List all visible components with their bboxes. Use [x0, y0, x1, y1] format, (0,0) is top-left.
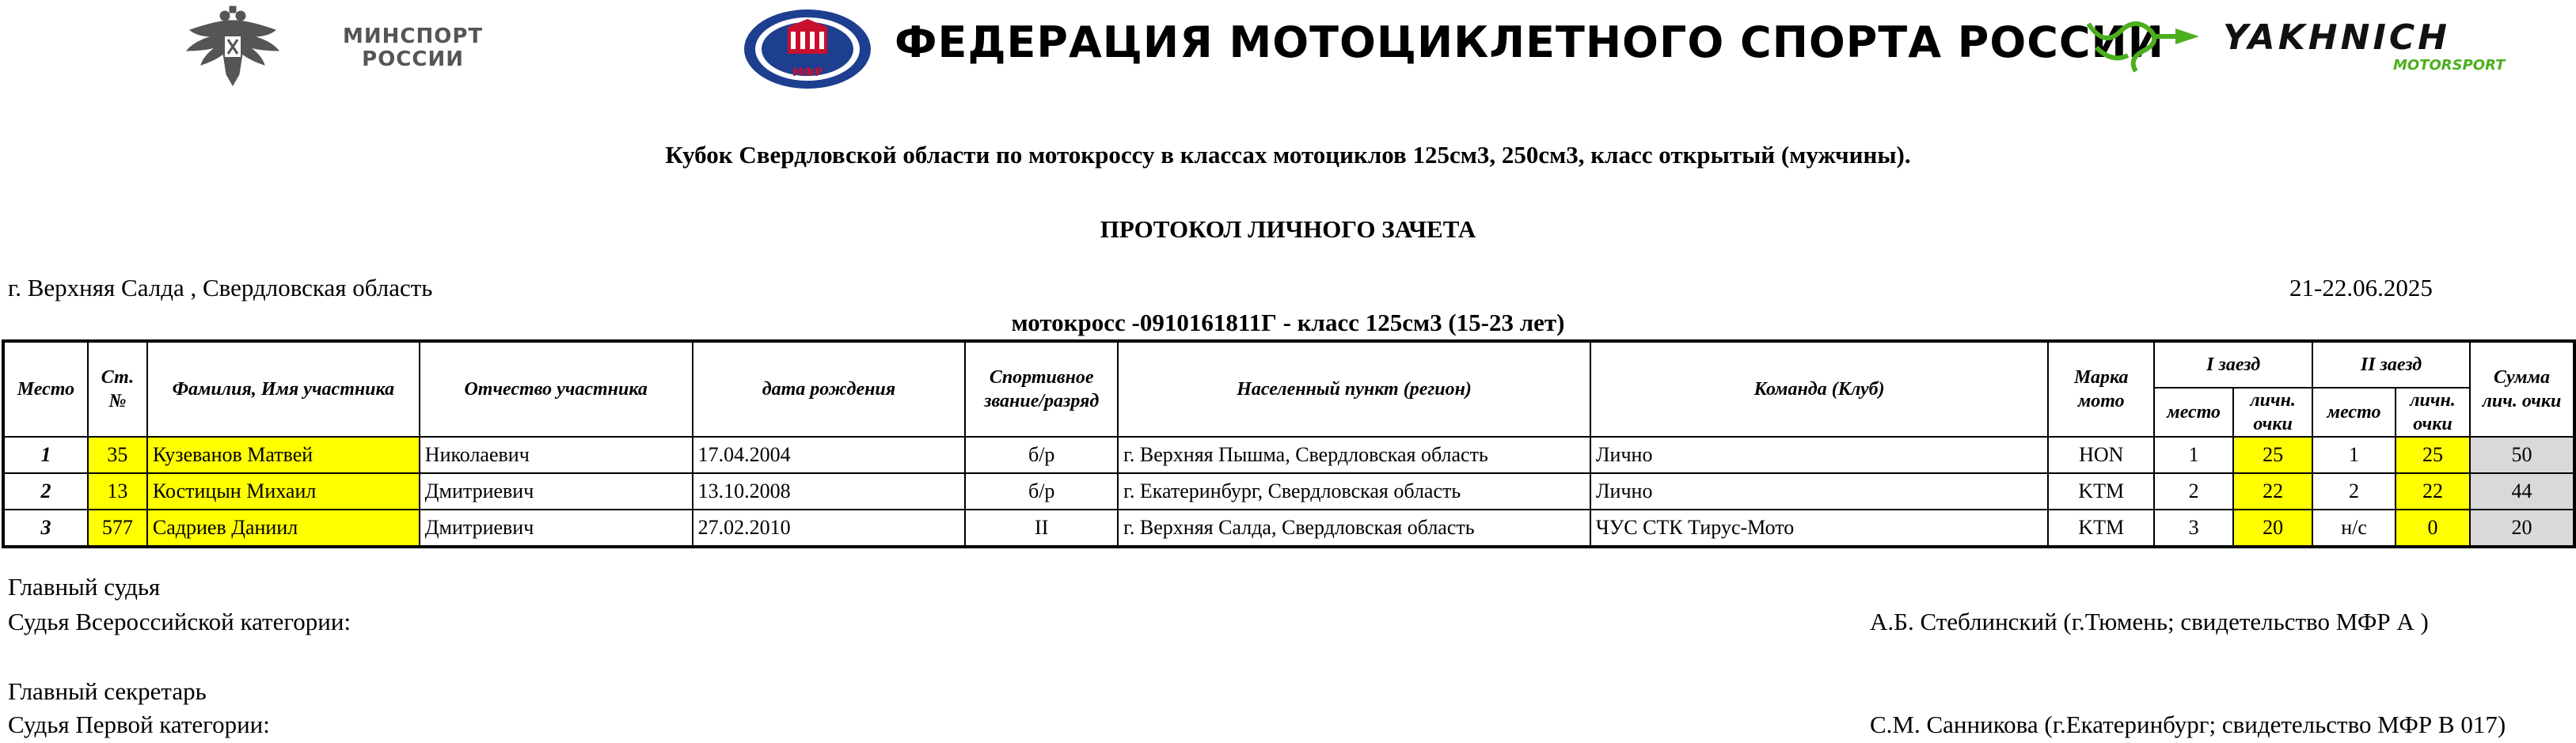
cell-team: ЧУС СТК Тирус-Мото — [1590, 510, 2048, 547]
cell-heat-1-place: 1 — [2154, 437, 2233, 473]
chief-judge-category: Судья Всероссийской категории: — [8, 608, 351, 635]
cell-rank: б/р — [965, 473, 1118, 510]
cell-place: 2 — [3, 473, 88, 510]
cell-start-no: 35 — [88, 437, 147, 473]
cell-total: 50 — [2470, 437, 2574, 473]
cell-moto: KTM — [2048, 473, 2154, 510]
cell-heat-1-place: 2 — [2154, 473, 2233, 510]
sponsor-sub: MOTORSPORT — [2393, 57, 2506, 74]
header-patronymic: Отчество участника — [420, 341, 693, 437]
cell-team: Лично — [1590, 437, 2048, 473]
mfr-abbrev: МФР — [792, 66, 823, 79]
cell-name: Кузеванов Матвей — [147, 437, 420, 473]
cell-heat-1-points: 25 — [2233, 437, 2312, 473]
cell-heat-2-place: 1 — [2312, 437, 2396, 473]
cell-heat-2-place: н/с — [2312, 510, 2396, 547]
cell-heat-2-points: 25 — [2396, 437, 2470, 473]
cell-city: г. Верхняя Пышма, Свердловская область — [1118, 437, 1590, 473]
header-heat-1: I заезд — [2154, 341, 2312, 388]
table-row — [3, 510, 2574, 547]
cup-title: Кубок Свердловской области по мотокроссу в классах мотоциклов 125см3, 250см3, класс открытый (мужчины). — [665, 141, 1911, 169]
minsport-line-2: РОССИИ — [362, 47, 464, 71]
secretary-category: Судья Первой категории: — [8, 711, 270, 738]
federation-title: ФЕДЕРАЦИЯ МОТОЦИКЛЕТНОГО СПОРТА РОССИИ — [895, 17, 2164, 67]
cell-birth: 27.02.2010 — [693, 510, 966, 547]
chief-judge-role: Главный судья — [8, 573, 161, 601]
minsport-logo — [180, 5, 513, 90]
cell-moto: KTM — [2048, 510, 2154, 547]
table-row — [3, 437, 2574, 473]
header-heat-1-points: личн. очки — [2233, 388, 2312, 437]
mfr-logo — [740, 8, 875, 90]
table-row — [3, 473, 2574, 510]
header-start-no: Ст. № — [88, 341, 147, 437]
cell-total: 44 — [2470, 473, 2574, 510]
cell-start-no: 13 — [88, 473, 147, 510]
protocol-title: ПРОТОКОЛ ЛИЧНОГО ЗАЧЕТА — [1100, 215, 1476, 243]
cell-city: г. Верхняя Салда, Свердловская область — [1118, 510, 1590, 547]
cell-name: Костицын Михаил — [147, 473, 420, 510]
cell-heat-1-place: 3 — [2154, 510, 2233, 547]
header-birth: дата рождения — [693, 341, 966, 437]
header-heat-2: II заезд — [2312, 341, 2470, 388]
cell-heat-1-points: 22 — [2233, 473, 2312, 510]
chief-judge-name: А.Б. Стеблинский (г.Тюмень; свидетельство МФР А ) — [1870, 608, 2429, 635]
cell-start-no: 577 — [88, 510, 147, 547]
secretary-name: С.М. Санникова (г.Екатеринбург; свидетельство МФР В 017) — [1870, 711, 2506, 738]
header-heat-2-place: место — [2312, 388, 2396, 437]
header-place: Место — [3, 341, 88, 437]
header-heat-2-points: личн. очки — [2396, 388, 2470, 437]
cell-team: Лично — [1590, 473, 2048, 510]
cell-birth: 17.04.2004 — [693, 437, 966, 473]
cell-heat-1-points: 20 — [2233, 510, 2312, 547]
cell-heat-2-points: 22 — [2396, 473, 2470, 510]
race-title: мотокросс -0910161811Г - класс 125см3 (15-23 лет) — [1011, 309, 1565, 336]
header-total: Сумма лич. очки — [2470, 341, 2574, 437]
cell-rank: II — [965, 510, 1118, 547]
sponsor-name: YAKHNICH — [2223, 17, 2450, 58]
header-moto: Марка мото — [2048, 341, 2154, 437]
header-city: Населенный пункт (регион) — [1118, 341, 1590, 437]
cell-name: Садриев Даниил — [147, 510, 420, 547]
header-team: Команда (Клуб) — [1590, 341, 2048, 437]
event-location: г. Верхняя Салда , Свердловская область — [8, 274, 433, 301]
cell-birth: 13.10.2008 — [693, 473, 966, 510]
cell-city: г. Екатеринбург, Свердловская область — [1118, 473, 1590, 510]
header-rank: Спортивное звание/разряд — [965, 341, 1118, 437]
cell-patronymic: Николаевич — [420, 437, 693, 473]
cell-heat-2-place: 2 — [2312, 473, 2396, 510]
header-name: Фамилия, Имя участника — [147, 341, 420, 437]
secretary-role: Главный секретарь — [8, 677, 207, 705]
cell-heat-2-points: 0 — [2396, 510, 2470, 547]
cell-patronymic: Дмитриевич — [420, 510, 693, 547]
results-table — [2, 339, 2576, 548]
header-row — [3, 341, 2574, 388]
cell-place: 1 — [3, 437, 88, 473]
event-dates: 21-22.06.2025 — [2289, 274, 2433, 301]
yakhnich-logo — [2080, 16, 2508, 78]
cell-place: 3 — [3, 510, 88, 547]
cell-total: 20 — [2470, 510, 2574, 547]
header-heat-1-place: место — [2154, 388, 2233, 437]
cell-rank: б/р — [965, 437, 1118, 473]
cell-moto: HON — [2048, 437, 2154, 473]
minsport-line-1: МИНСПОРТ — [343, 25, 484, 48]
cell-patronymic: Дмитриевич — [420, 473, 693, 510]
